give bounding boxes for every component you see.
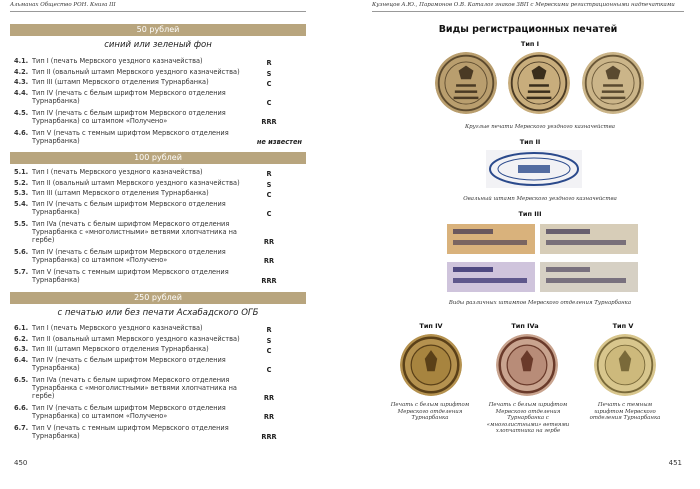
item-rarity: R bbox=[266, 170, 272, 178]
item-rarity: RRR bbox=[261, 118, 277, 126]
item-rarity: C bbox=[266, 366, 272, 374]
caption-type5: Печать с темным шрифтом Мервского отделения Турнарбанка bbox=[589, 402, 661, 421]
item-number: 6.1. bbox=[14, 324, 29, 332]
item-text: Тип IV (печать с белым шрифтом Мервского отделения Турнарбанка) bbox=[32, 89, 226, 105]
bank-stamp-image bbox=[540, 262, 638, 292]
item-rarity: R bbox=[266, 326, 272, 334]
section-subtitle-50: синий или зеленый фон bbox=[104, 40, 212, 50]
item-text: Тип V (печать с темным шрифтом Мервского отделения Турнарбанка) bbox=[32, 129, 229, 145]
item-rarity: C bbox=[266, 99, 272, 107]
page-number-left: 450 bbox=[14, 459, 28, 467]
oval-stamp-image bbox=[486, 150, 582, 188]
item-text: Тип IV (печать с белым шрифтом Мервского отделения Турнарбанка) со штампом «Получено» bbox=[32, 404, 226, 420]
seal-image-type4a bbox=[496, 334, 558, 396]
item-number: 6.7. bbox=[14, 424, 29, 432]
seal-image-type1 bbox=[508, 52, 570, 114]
item-rarity: R bbox=[266, 59, 272, 67]
type-label: Тип IV bbox=[419, 322, 443, 330]
item-rarity: C bbox=[266, 191, 272, 199]
item-number: 4.6. bbox=[14, 129, 29, 137]
item-rarity: RR bbox=[263, 257, 275, 265]
item-rarity: S bbox=[266, 70, 272, 78]
header-rule bbox=[372, 11, 684, 12]
bank-stamp-image bbox=[447, 262, 535, 292]
item-number: 5.3. bbox=[14, 189, 29, 197]
item-text: Тип IV (печать с белым шрифтом Мервского отделения Турнарбанка) bbox=[32, 356, 226, 372]
item-text: Тип III (штамп Мервского отделения Турнарбанка) bbox=[32, 189, 209, 197]
item-number: 4.2. bbox=[14, 68, 29, 76]
type-label: Тип III bbox=[518, 210, 542, 218]
item-rarity: S bbox=[266, 337, 272, 345]
item-rarity: RRR bbox=[261, 277, 277, 285]
item-text: Тип I (печать Мервского уездного казначейства) bbox=[32, 324, 203, 332]
page-number-right: 451 bbox=[668, 459, 682, 467]
item-number: 4.5. bbox=[14, 109, 29, 117]
item-text: Тип IVa (печать с белым шрифтом Мервского отделения Турнарбанка с «многолистными» ветвями хлопчатника на гербе) bbox=[32, 220, 237, 244]
item-number: 4.3. bbox=[14, 78, 29, 86]
item-number: 4.1. bbox=[14, 57, 29, 65]
section-banner-250: 250 рублей bbox=[10, 292, 306, 304]
item-rarity: RR bbox=[263, 394, 275, 402]
item-text: Тип V (печать с темным шрифтом Мервского отделения Турнарбанка) bbox=[32, 268, 229, 284]
item-rarity: C bbox=[266, 80, 272, 88]
seal-image-type1 bbox=[582, 52, 644, 114]
item-rarity: C bbox=[266, 210, 272, 218]
bank-stamp-image bbox=[540, 224, 638, 254]
item-rarity: C bbox=[266, 347, 272, 355]
type-label: Тип V bbox=[612, 322, 634, 330]
item-number: 5.1. bbox=[14, 168, 29, 176]
item-text: Тип IV (печать с белым шрифтом Мервского отделения Турнарбанка) со штампом «Получено» bbox=[32, 109, 226, 125]
seal-image-type1 bbox=[435, 52, 497, 114]
item-number: 4.4. bbox=[14, 89, 29, 97]
caption-type1: Круглые печати Мервского уездного казначейства bbox=[465, 124, 615, 130]
item-text: Тип IV (печать с белым шрифтом Мервского отделения Турнарбанка) со штампом «Получено» bbox=[32, 248, 226, 264]
running-head-right: Кузнецов А.Ю., Парамонов О.В. Каталог знаков ЗВП с Мервскими регистрационными надпечатками bbox=[372, 2, 675, 8]
type-label: Тип I bbox=[520, 40, 540, 48]
caption-type4a: Печать с белым шрифтом Мервского отделения Турнарбанка с «многолистными» ветвями хлопчатника на гербе bbox=[486, 402, 570, 434]
type-label: Тип IVa bbox=[511, 322, 539, 330]
item-text: Тип I (печать Мервского уездного казначейства) bbox=[32, 57, 203, 65]
item-rarity: RRR bbox=[261, 433, 277, 441]
item-number: 5.6. bbox=[14, 248, 29, 256]
page-title: Виды регистрационных печатей bbox=[438, 24, 618, 35]
item-text: Тип I (печать Мервского уездного казначейства) bbox=[32, 168, 203, 176]
section-subtitle-250: с печатью или без печати Асхабадского ОГБ bbox=[57, 308, 259, 318]
item-text: Тип III (штамп Мервского отделения Турнарбанка) bbox=[32, 78, 209, 86]
item-number: 6.4. bbox=[14, 356, 29, 364]
seal-image-type5 bbox=[594, 334, 656, 396]
running-head-left: Альманах Общество РОН. Книга III bbox=[10, 2, 116, 8]
item-number: 6.5. bbox=[14, 376, 29, 384]
right-page bbox=[350, 0, 700, 489]
item-rarity: RR bbox=[263, 413, 275, 421]
item-rarity: S bbox=[266, 181, 272, 189]
item-number: 5.2. bbox=[14, 179, 29, 187]
section-banner-100: 100 рублей bbox=[10, 152, 306, 164]
seal-image-type4 bbox=[400, 334, 462, 396]
bank-stamp-image bbox=[447, 224, 535, 254]
item-number: 5.7. bbox=[14, 268, 29, 276]
caption-type4: Печать с белым шрифтом Мервского отделения Турнарбанка bbox=[390, 402, 470, 421]
item-text: Тип IVa (печать с белым шрифтом Мервского отделения Турнарбанка с «многолистными» ветвями хлопчатника на гербе) bbox=[32, 376, 237, 400]
caption-type3: Виды различных штампов Мервского отделения Турнарбанка bbox=[448, 300, 632, 306]
item-text: Тип IV (печать с белым шрифтом Мервского отделения Турнарбанка) bbox=[32, 200, 226, 216]
item-text: Тип III (штамп Мервского отделения Турнарбанка) bbox=[32, 345, 209, 353]
caption-type2: Овальный штамп Мервского уездного казначейства bbox=[463, 196, 617, 202]
header-rule bbox=[10, 11, 306, 12]
section-banner-50: 50 рублей bbox=[10, 24, 306, 36]
item-rarity: не известен bbox=[256, 138, 302, 146]
type-label: Тип II bbox=[519, 138, 541, 146]
item-number: 5.4. bbox=[14, 200, 29, 208]
item-number: 6.3. bbox=[14, 345, 29, 353]
item-number: 6.2. bbox=[14, 335, 29, 343]
item-number: 5.5. bbox=[14, 220, 29, 228]
item-text: Тип II (овальный штамп Мервского уездного казначейства) bbox=[32, 179, 240, 187]
item-text: Тип II (овальный штамп Мервского уездного казначейства) bbox=[32, 335, 240, 343]
item-rarity: RR bbox=[263, 238, 275, 246]
item-text: Тип V (печать с темным шрифтом Мервского отделения Турнарбанка) bbox=[32, 424, 229, 440]
item-text: Тип II (овальный штамп Мервского уездного казначейства) bbox=[32, 68, 240, 76]
item-number: 6.6. bbox=[14, 404, 29, 412]
